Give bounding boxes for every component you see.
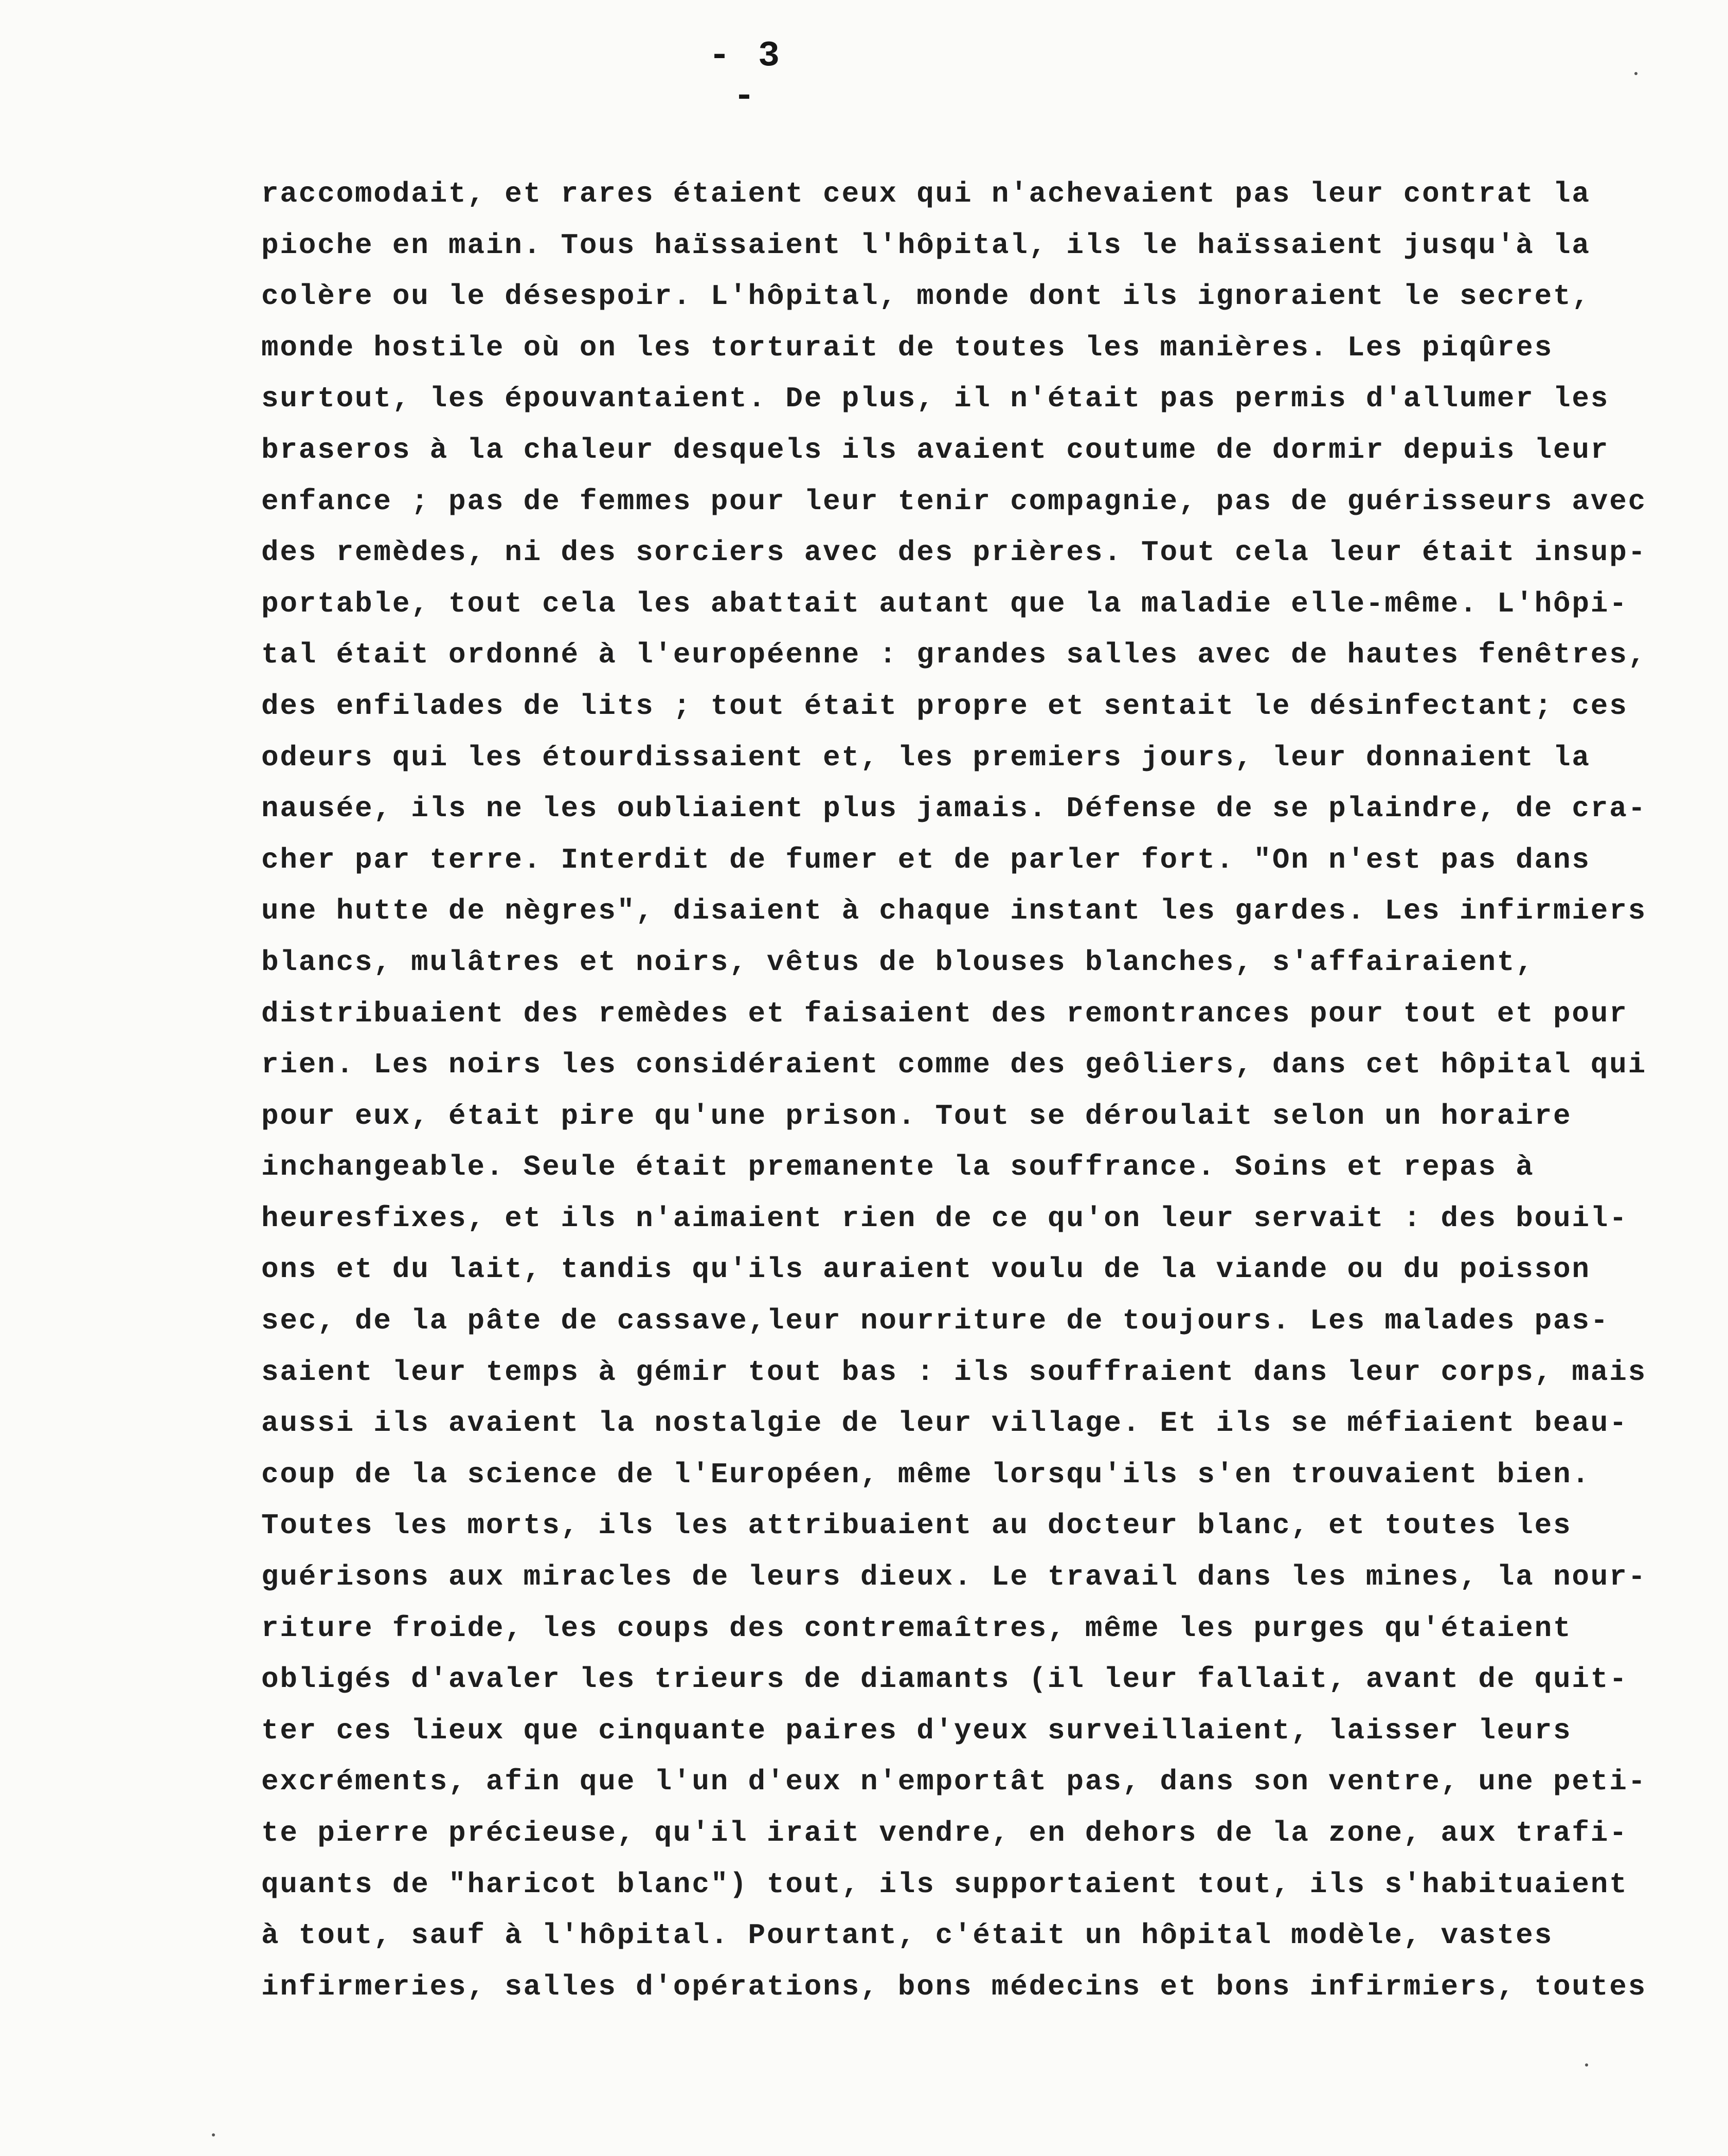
text-line: odeurs qui les étourdissaient et, les premiers jours, leur donnaient la bbox=[261, 741, 1591, 774]
typed-body-text bbox=[261, 169, 1691, 2013]
text-line: tal était ordonné à l'européenne : grandes salles avec de hautes fenêtres, bbox=[261, 638, 1647, 672]
text-line: te pierre précieuse, qu'il irait vendre, en dehors de la zone, aux trafi- bbox=[261, 1817, 1628, 1849]
text-line: rien. Les noirs les considéraient comme des geôliers, dans cet hôpital qui bbox=[261, 1048, 1647, 1082]
text-line: enfance ; pas de femmes pour leur tenir compagnie, pas de guérisseurs avec bbox=[261, 484, 1647, 518]
text-line: riture froide, les coups des contremaîtres, même les purges qu'étaient bbox=[261, 1611, 1572, 1645]
text-line: infirmeries, salles d'opérations, bons médecins et bons infirmiers, toutes bbox=[261, 1970, 1647, 2003]
text-line: excréments, afin que l'un d'eux n'emportât pas, dans son ventre, une peti- bbox=[261, 1765, 1647, 1799]
text-line: ons et du lait, tandis qu'ils auraient voulu de la viande ou du poisson bbox=[261, 1253, 1591, 1286]
paper-speck bbox=[1634, 72, 1637, 75]
text-line: sec, de la pâte de cassave,leur nourriture de toujours. Les malades pas- bbox=[261, 1304, 1610, 1338]
text-line: des enfilades de lits ; tout était propre et sentait le désinfectant; ces bbox=[261, 689, 1628, 723]
text-line: à tout, sauf à l'hôpital. Pourtant, c'était un hôpital modèle, vastes bbox=[261, 1919, 1553, 1952]
text-line: cher par terre. Interdit de fumer et de parler fort. "On n'est pas dans bbox=[261, 843, 1591, 876]
text-line: pour eux, était pire qu'une prison. Tout se déroulait selon un horaire bbox=[261, 1099, 1572, 1133]
text-line: nausée, ils ne les oubliaient plus jamais. Défense de se plaindre, de cra- bbox=[261, 792, 1647, 825]
text-line: ter ces lieux que cinquante paires d'yeux surveillaient, laisser leurs bbox=[261, 1714, 1572, 1747]
text-line: des remèdes, ni des sorciers avec des prières. Tout cela leur était insup- bbox=[261, 536, 1647, 569]
paper-speck bbox=[1585, 2063, 1588, 2067]
text-line: une hutte de nègres", disaient à chaque instant les gardes. Les infirmiers bbox=[261, 894, 1647, 928]
text-line: braseros à la chaleur desquels ils avaient coutume de dormir depuis leur bbox=[261, 433, 1610, 466]
text-line: aussi ils avaient la nostalgie de leur village. Et ils se méfiaient beau- bbox=[261, 1407, 1628, 1440]
text-line: quants de "haricot blanc") tout, ils supportaient tout, ils s'habituaient bbox=[261, 1867, 1628, 1901]
text-line: Toutes les morts, ils les attribuaient au docteur blanc, et toutes les bbox=[261, 1509, 1572, 1542]
text-line: coup de la science de l'Européen, même lorsqu'ils s'en trouvaient bien. bbox=[261, 1458, 1591, 1491]
text-line: pioche en main. Tous haïssaient l'hôpital, ils le haïssaient jusqu'à la bbox=[261, 228, 1591, 262]
text-line: guérisons aux miracles de leurs dieux. Le travail dans les mines, la nour- bbox=[261, 1560, 1647, 1594]
text-line: heuresfixes, et ils n'aimaient rien de ce qu'on leur servait : des bouil- bbox=[261, 1201, 1628, 1235]
text-line: surtout, les épouvantaient. De plus, il n'était pas permis d'allumer les bbox=[261, 382, 1610, 416]
page-number: - 3 - bbox=[708, 36, 783, 117]
text-line: obligés d'avaler les trieurs de diamants (il leur fallait, avant de quit- bbox=[261, 1663, 1628, 1696]
text-line: monde hostile où on les torturait de toutes les manières. Les piqûres bbox=[261, 331, 1553, 364]
text-line: distribuaient des remèdes et faisaient des remontrances pour tout et pour bbox=[261, 997, 1628, 1030]
text-line: blancs, mulâtres et noirs, vêtus de blouses blanches, s'affairaient, bbox=[261, 945, 1535, 979]
paper-speck bbox=[212, 2133, 215, 2136]
text-line: inchangeable. Seule était premanente la souffrance. Soins et repas à bbox=[261, 1151, 1535, 1184]
text-line: portable, tout cela les abattait autant que la maladie elle-même. L'hôpi- bbox=[261, 587, 1628, 620]
text-line: raccomodait, et rares étaient ceux qui n'achevaient pas leur contrat la bbox=[261, 177, 1591, 210]
text-line: colère ou le désespoir. L'hôpital, monde dont ils ignoraient le secret, bbox=[261, 280, 1591, 313]
text-line: saient leur temps à gémir tout bas : ils souffraient dans leur corps, mais bbox=[261, 1355, 1647, 1389]
